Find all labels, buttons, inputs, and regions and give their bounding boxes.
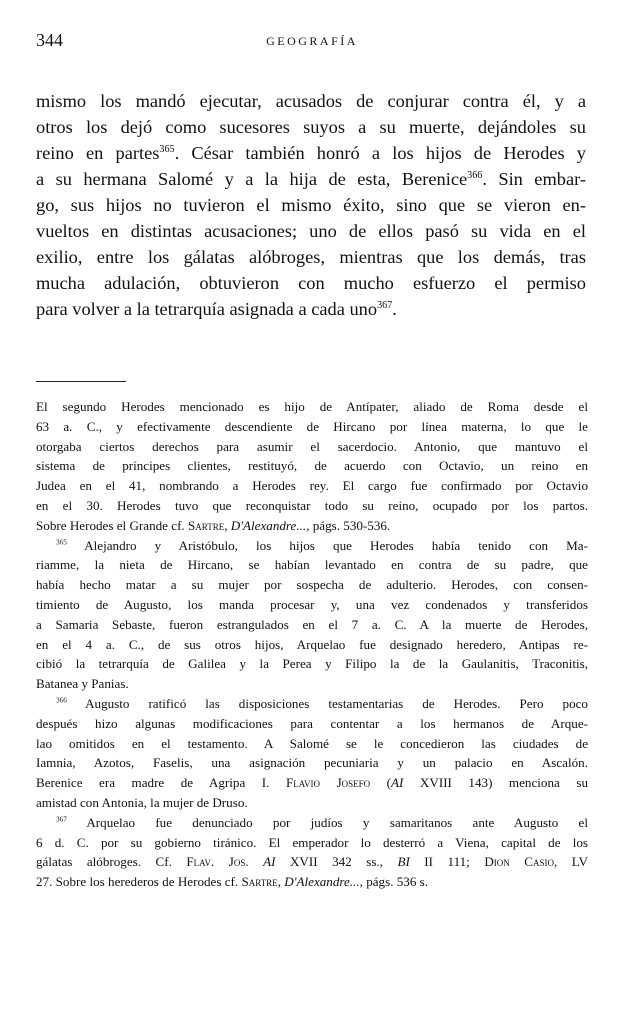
text-line: mucha adulación, obtuvieron con mucho esfuerzo el permiso <box>36 273 586 293</box>
footnote-366 <box>36 694 588 813</box>
running-title: GEOGRAFÍA <box>266 34 358 48</box>
footnote-line: después hizo algunas modificaciones para contentar a los hermanos de Arque- <box>36 715 588 731</box>
footnote-ref-365[interactable]: 365 <box>159 143 175 155</box>
page-header <box>36 30 588 52</box>
footnote-364-continued <box>36 397 588 536</box>
work-abbrev: AI <box>263 854 276 870</box>
footnote-line: El segundo Herodes mencionado es hijo de Antípater, aliado de Roma desde el <box>36 399 588 414</box>
footnote-line: 6 d. C. por su gobierno tiránico. El emperador lo desterró a Viena, capital de los <box>36 834 588 850</box>
footnote-line: Berenice era madre de Agripa I. Flavio Josefo (AI XVIII 143) menciona su <box>36 775 588 791</box>
author-name: Flavio Josefo <box>285 775 371 791</box>
footnote-line: riamme, la nieta de Hircano, se habían levantado en contra de su padre, que <box>36 557 588 573</box>
author-name: Sartre <box>241 874 278 890</box>
footnote-line: $^{367}$ Arquelao fue denunciado por judíos y samaritanos ante Augusto el <box>56 814 588 830</box>
footnote-number: 367 <box>56 815 67 824</box>
author-name: Flav. Jos. <box>186 854 249 870</box>
footnote-line: Judea en el 41, nombrando a Herodes rey. El cargo fue confirmado por Octavio <box>36 478 588 494</box>
footnotes <box>36 397 588 892</box>
footnote-line: a Samaria Sebaste, fueron estrangulados en el 7 a. C. A la muerte de Herodes, <box>36 616 588 632</box>
main-text <box>36 88 586 322</box>
footnote-line: otorgaba ciertos derechos para asumir el sacerdocio. Antonio, que mantuvo el <box>36 438 588 454</box>
footnote-number: 366 <box>56 696 67 705</box>
footnote-line: Iamnia, Azotos, Faselis, una asignación pecuniaria y un palacio en Ascalón. <box>36 755 588 771</box>
footnote-line: timiento de Augusto, los manda procesar y, una vez condenados y transferidos <box>36 596 588 612</box>
footnote-line: en el 30. Herodes tuvo que reconquistar todo su reino, ocupado por los partos. <box>36 497 588 513</box>
footnote-365 <box>36 536 588 694</box>
main-paragraph <box>36 88 586 322</box>
footnote-ref-367[interactable]: 367 <box>377 299 393 311</box>
book-title: D'Alexandre... <box>230 517 307 533</box>
text-line: reino en partes$^{365}$. César también honró a los hijos de Herodes y <box>36 143 586 163</box>
author-name: Dion Casio <box>484 854 554 870</box>
author-name: Sartre <box>187 517 225 533</box>
footnote-line: sistema de príncipes clientes, restituyó, de acuerdo con Octavio, un reino en <box>36 458 588 474</box>
text-line: mismo los mandó ejecutar, acusados de conjurar contra él, y a <box>36 91 586 111</box>
footnote-line: lao omitidos en el testamento. A Salomé se le concedieron las ciudades de <box>36 735 588 751</box>
text-line: exilio, entre los gálatas alóbroges, mientras que los demás, tras <box>36 247 586 267</box>
footnote-separator <box>36 381 126 382</box>
footnote-367 <box>36 813 588 892</box>
work-abbrev: BI <box>397 854 410 870</box>
footnote-line: $^{365}$ Alejandro y Aristóbulo, los hijos que Herodes había tenido con Ma- <box>56 537 588 553</box>
text-line: otros los dejó como sucesores suyos a su muerte, dejándoles su <box>36 117 586 137</box>
book-title: D'Alexandre... <box>284 874 360 890</box>
text-line: para volver a la tetrarquía asignada a cada uno$^{367}$. <box>36 299 397 319</box>
footnote-number: 365 <box>56 538 67 547</box>
work-abbrev: AI <box>391 775 404 791</box>
footnote-ref-366[interactable]: 366 <box>467 169 483 181</box>
footnote-line: había hecho matar a su mujer por sospecha de adulterio. Herodes, con consen- <box>36 577 588 593</box>
footnote-line: gálatas alóbroges. Cf. Flav. Jos. AI XVII 342 ss., BI II 111; Dion Casio, LV <box>36 854 589 870</box>
footnote-line: Batanea y Panias. <box>36 676 129 692</box>
footnote-line: amistad con Antonia, la mujer de Druso. <box>36 794 248 810</box>
footnote-line: en el 4 a. C., de sus otros hijos, Arquelao fue designado heredero, Antipas re- <box>36 636 588 652</box>
footnote-line: 63 a. C., y efectivamente descendiente de Hircano por línea materna, lo que le <box>36 418 588 434</box>
footnote-line: Sobre Herodes el Grande cf. Sartre, D'Alexandre..., págs. 530-536. <box>36 517 391 533</box>
text-line: a su hermana Salomé y a la hija de esta, Berenice$^{366}$. Sin embar- <box>36 169 586 189</box>
footnote-line: $^{366}$ Augusto ratificó las disposiciones testamentarias de Herodes. Pero poco <box>56 695 588 711</box>
footnote-line: 27. Sobre los herederos de Herodes cf. Sartre, D'Alexandre..., págs. 536 s. <box>36 874 429 890</box>
text-line: vueltos en distintas acusaciones; uno de ellos pasó su vida en el <box>36 221 586 241</box>
page-number: 344 <box>36 30 63 50</box>
footnote-line: cibió la tetrarquía de Galilea y la Perea y Filipo la de la Gaulanitis, Traconitis, <box>36 656 588 672</box>
text-line: go, sus hijos no tuvieron el mismo éxito, sino que se vieron en- <box>36 195 586 215</box>
